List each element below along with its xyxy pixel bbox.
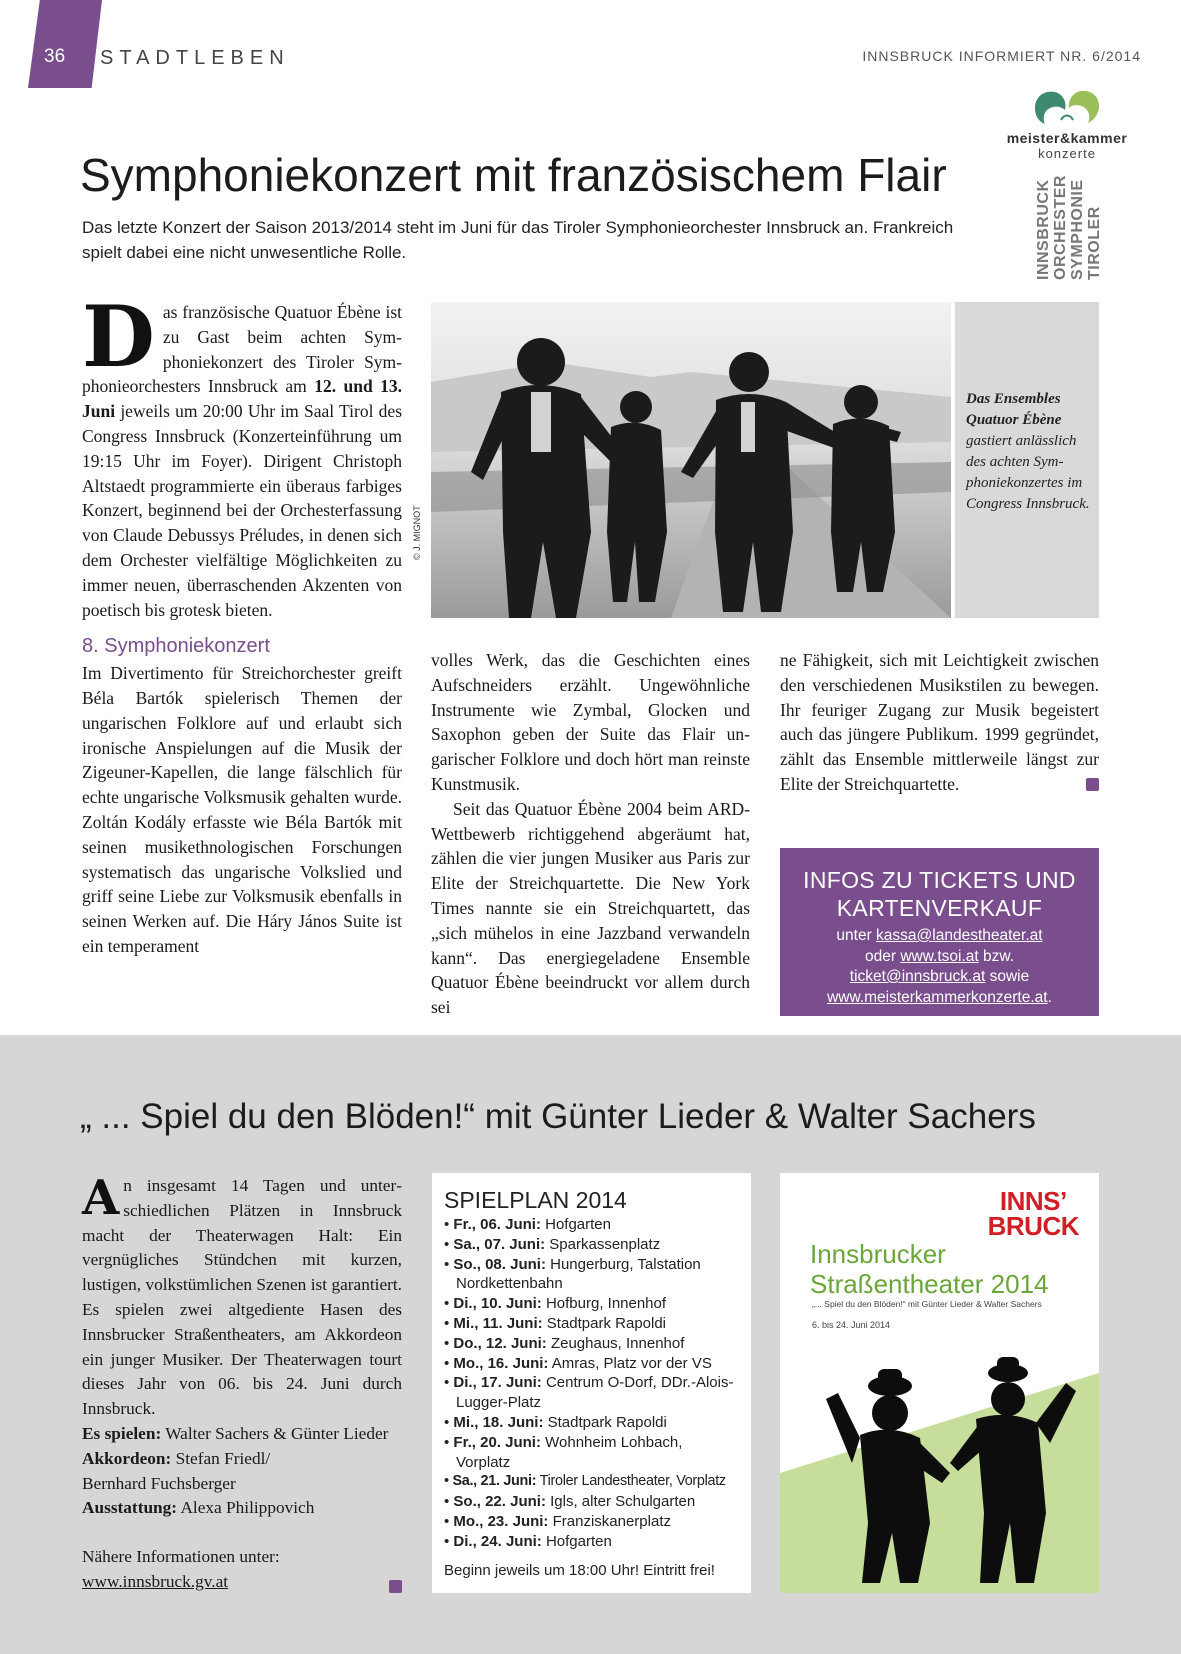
more-info xyxy=(82,1545,402,1595)
article2-headline: „ ... Spiel du den Blöden!“ mit Günter Lieder & Walter Sachers xyxy=(80,1097,1036,1136)
drop-cap: D xyxy=(82,287,155,386)
more-info-label: Nähere Informationen unter: xyxy=(82,1547,280,1567)
tso-logo-line: SYMPHONIE xyxy=(1069,179,1086,280)
spielplan-item: • Sa., 21. Juni: Tiroler Landestheater, Vorplatz xyxy=(444,1472,739,1492)
caption-text: gastiert anlässlich des achten Symphoniekonzertes im Congress Innsbruck. xyxy=(966,433,1090,512)
credits-list xyxy=(82,1422,402,1521)
spielplan-item: • Fr., 06. Juni: Hofgarten xyxy=(444,1215,739,1235)
poster-brand: INNS’ BRUCK xyxy=(987,1186,1079,1241)
article2-paragraph: An insgesamt 14 Tagen und unterschiedlichen Plätzen in Innsbruck macht der Theaterwagen Halt: Ein vergnügliches Stündchen mit kurzen, lustigen, volkstümlichen Szenen ist garantiert. Es spielen zwei altgediente Hasen des Innsbrucker Straßentheaters, am Akkordeon ein junger Musiker. Der Theaterwagen tourt dieses Jahr von 06. bis 24. Juni durch Innsbruck. xyxy=(82,1170,402,1419)
end-mark-icon xyxy=(389,1580,402,1593)
page-number: 36 xyxy=(44,46,66,67)
web-link-tsoi[interactable]: www.tsoi.at xyxy=(900,947,979,965)
web-link-meisterkammer[interactable]: www.meisterkammerkonzerte.at xyxy=(827,988,1048,1006)
spielplan-item: • Mi., 11. Juni: Stadtpark Rapoldi xyxy=(444,1314,739,1334)
drop-cap: A xyxy=(82,1170,120,1226)
tso-logo-line: TIROLER xyxy=(1086,206,1103,280)
spielplan-item: • So., 22. Juni: Igls, alter Schulgarten xyxy=(444,1492,739,1512)
credit-line: Bernhard Fuchsberger xyxy=(82,1473,236,1493)
innsbruck-web-link[interactable]: www.innsbruck.gv.at xyxy=(82,1571,229,1591)
photo-credit: © J. MIGNOT xyxy=(412,505,422,560)
spielplan-item: • Fr., 20. Juni: Wohnheim Lohbach, Vorplatz xyxy=(444,1433,739,1473)
poster-dates: 6. bis 24. Juni 2014 xyxy=(812,1320,891,1330)
article-paragraph: Seit das Quatuor Ébène 2004 beim ARD-Wettbewerb richtiggehend abgeräumt hat, zählen die vier jungen Musiker aus Paris zur Elite der Streichquartette. Die New York Times nannte sie ein Streichquartett, das „sich mühelos in eine Jazzband verwandeln kann“. Das energiegeladene Ensemble Quatuor Ébène beeindruckt vor allem durch sei xyxy=(431,798,750,1018)
mk-logo-name: meister&kammer xyxy=(1006,130,1128,146)
ticket-info-body: unter kassa@landestheater.at oder www.tsoi.at bzw. ticket@innsbruck.at sowie www.meisterkammerkonzerte.at. xyxy=(827,927,1052,1006)
credit-line: Es spielen: Walter Sachers & Günter Lieder xyxy=(82,1423,389,1443)
concert-dates: 12. und 13. Juni xyxy=(82,376,402,422)
credit-line: Ausstattung: Alexa Philippovich xyxy=(82,1498,315,1518)
spielplan-item: • Sa., 07. Juni: Sparkassenplatz xyxy=(444,1235,739,1255)
page-number-tab xyxy=(28,0,102,88)
spielplan-box xyxy=(432,1173,751,1593)
spielplan-item: • Mi., 18. Juni: Stadtpark Rapoldi xyxy=(444,1413,739,1433)
end-mark-icon xyxy=(1086,778,1099,791)
spielplan-item: • Mo., 23. Juni: Franziskanerplatz xyxy=(444,1512,739,1532)
article-column-2 xyxy=(431,648,750,1020)
article-column-3 xyxy=(780,648,1099,797)
spielplan-title: SPIELPLAN 2014 xyxy=(444,1187,627,1213)
spielplan-item: • So., 08. Juni: Hungerburg, Talstation Nordkettenbahn xyxy=(444,1255,739,1295)
tso-logo-line: ORCHESTER xyxy=(1052,175,1069,280)
article-column-1 xyxy=(82,287,402,959)
article-paragraph: ne Fähigkeit, sich mit Leichtigkeit zwischen den verschiedenen Musikstilen zu bewegen. Ihr feuriger Zugang zur Musik begeistert auch das jüngere Publikum. 1999 gegründet, zählt das Ensemble mittlerweile längst zur Elite der Streichquartette. xyxy=(780,650,1099,794)
tso-logo-line: INNSBRUCK xyxy=(1035,179,1052,280)
spielplan-item: • Mo., 16. Juni: Amras, Platz vor der VS xyxy=(444,1354,739,1374)
spielplan-footer: Beginn jeweils um 18:00 Uhr! Eintritt frei! xyxy=(444,1561,715,1579)
article-lead: Das letzte Konzert der Saison 2013/2014 steht im Juni für das Tiroler Symphonieorchester Innsbruck an. Frankreich spielt dabei eine nicht unwesentliche Rolle. xyxy=(82,218,954,262)
email-link-landestheater[interactable]: kassa@landestheater.at xyxy=(876,927,1043,944)
photo-caption xyxy=(966,389,1094,515)
article-headline: Symphoniekonzert mit französischem Flair xyxy=(80,149,947,201)
ticket-info-title: INFOS ZU TICKETS UND KARTENVERKAUF xyxy=(803,867,1076,921)
caption-title: Das Ensembles Quatuor Ébène xyxy=(966,391,1062,428)
mk-logo-sub: konzerte xyxy=(1038,146,1096,161)
issue-label: INNSBRUCK INFORMIERT NR. 6/2014 xyxy=(862,48,1141,64)
email-link-innsbruck[interactable]: ticket@innsbruck.at xyxy=(849,968,986,985)
spielplan-item: • Di., 17. Juni: Centrum O-Dorf, DDr.-Alois-Lugger-Platz xyxy=(444,1373,739,1413)
tso-logo xyxy=(1034,176,1104,280)
article-paragraph: Das französische Quatuor Ébène ist zu Gast beim achten Symphoniekonzert des Tiroler Symphonieorchesters Innsbruck am 12. und 13. Juni jeweils um 20:00 Uhr im Saal Tirol des Congress Innsbruck (Konzerteinführung um 19:15 Uhr im Foyer). Dirigent Christoph Altstaedt programmierte ein überaus farbiges Konzert, beginnend bei der Orchesterfassung von Claude Debussys Préludes, in denen sich dem Orchester vielfältige Möglichkeiten zu immer neuen, überraschenden Akzenten von poetisch bis grotesk bieten. xyxy=(82,287,402,620)
meister-kammer-logo xyxy=(998,88,1136,161)
street-theater-poster xyxy=(780,1173,1099,1593)
spielplan-item: • Do., 12. Juni: Zeughaus, Innenhof xyxy=(444,1334,739,1354)
ticket-info-box xyxy=(780,848,1099,1016)
article-paragraph: volles Werk, das die Geschichten eines Aufschneiders erzählt. Ungewöhnliche Instrumente wie Zymbal, Glocken und Saxophon geben der Suite das Flair ungarischer Folklore und doch hört man reinste Kunstmusik. xyxy=(431,650,750,794)
spielplan-list xyxy=(444,1215,739,1552)
article-subhead: 8. Symphoniekonzert xyxy=(82,635,270,658)
credit-line: Akkordeon: Stefan Friedl/ xyxy=(82,1448,271,1468)
poster-title: Innsbrucker Straßentheater 2014 xyxy=(810,1239,1049,1299)
article-paragraph: Im Divertimento für Streichorchester greift Béla Bartók spielerisch Themen der ungarischen Folklore auf und erlaubt sich ironische Anspielungen auf die Musik der Zigeuner-Kapellen, die lange fälschlich für echte ungarische Volksmusik gehalten wurde. Zoltán Kodály erfasste wie Béla Bartók mit seinen musikethnologischen Forschungen systematisch das ungarische Volkslied und griff seine Liebe zur Volksmusik ebenfalls in seinen Werken auf. Die Háry János Suite ist ein temperament xyxy=(82,663,402,956)
article2-column xyxy=(82,1170,402,1595)
spielplan-item: • Di., 10. Juni: Hofburg, Innenhof xyxy=(444,1294,739,1314)
leaf-logo-icon xyxy=(1031,88,1103,126)
section-title: STADTLEBEN xyxy=(100,47,290,69)
poster-subtitle: „... Spiel du den Blöden!“ mit Günter Lieder & Walter Sachers xyxy=(812,1299,1042,1309)
spielplan-item: • Di., 24. Juni: Hofgarten xyxy=(444,1532,739,1552)
ensemble-photo xyxy=(431,302,951,618)
